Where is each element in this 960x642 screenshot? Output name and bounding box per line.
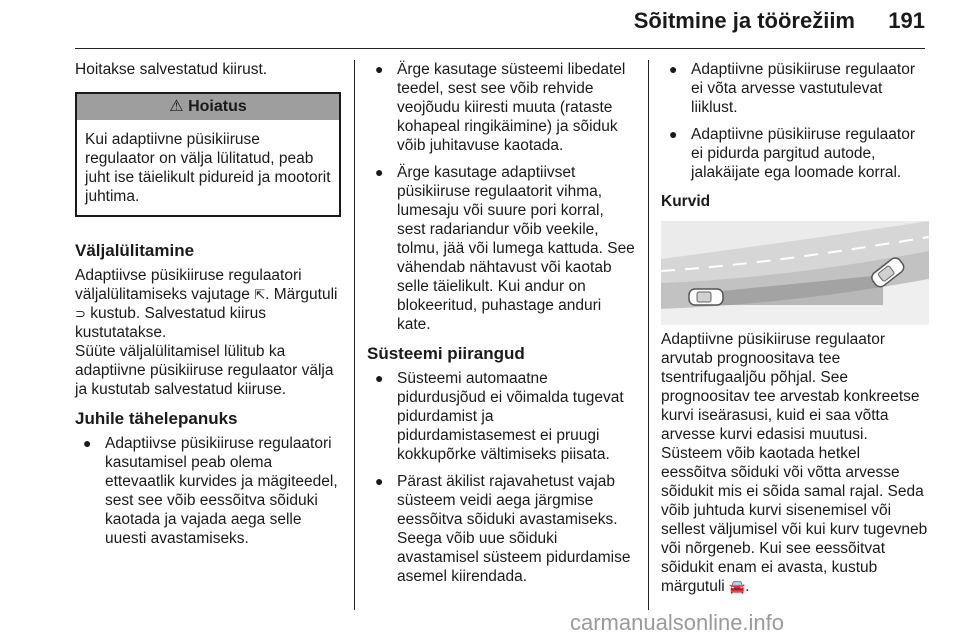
bullet-icon: ●: [375, 61, 384, 77]
bullet-icon: ●: [669, 126, 678, 142]
limits-heading: Süsteemi piirangud: [367, 344, 525, 363]
curve-illustration: [661, 221, 929, 325]
disable-heading: Väljalülitamine: [75, 241, 195, 260]
column-1: [75, 60, 341, 556]
own-car-icon: [689, 289, 723, 305]
disable-paragraph-1: [75, 266, 341, 342]
column-2: [367, 60, 635, 594]
bullet-icon: ●: [669, 61, 678, 77]
disable-paragraph-2: Süüte väljalülitamisel lülitub ka adaptiivne püsikiiruse regulaator välja ja kustutab salvestatud kiiruse.: [75, 343, 334, 398]
list-item: ● Adaptiivne püsikiiruse regulaator ei pidurda pargitud autode, jalakäijate ega loomade korral.: [669, 126, 916, 181]
list-item: ● Ärge kasutage süsteemi libedatel teedel, sest see võib rehvide veojõudu kiiresti muuta (rataste kohapeal ringikäimine) ja sõiduk võib juhitavuse kaotada.: [375, 61, 626, 154]
limits-list: [367, 369, 635, 586]
traffic-list: [661, 60, 929, 182]
curves-heading: Kurvid: [661, 193, 711, 210]
warning-header: [77, 94, 339, 120]
disable-p1-c: kustub. Salvestatud kiirus kustutatakse.: [75, 305, 266, 341]
curves-paragraph: Adaptiivne püsikiiruse regulaator arvutab prognoositava tee tsentrifugaaljõu põhjal. See prognoositav tee arvestab konkreetse kurvi iseärasusi, kuid ei saa võtta arvesse kurvi edasisi muutusi. Süsteem võib kaotada hetkel eessõitva sõiduki või võtta arvesse sõidukit mis ei sõida samal rajal. Seda võib juhtuda kurvi sisenemisel või sellest väljumisel või kui kurv tugevneb või nõrgeneb. Kui see eessõitvat sõidukit enam ei avasta, kustub märgutuli 🚘.: [661, 331, 928, 595]
list-item: ● Adaptiivse püsikiiruse regulaatori kasutamisel peab olema ettevaatlik kurvides ja mägiteedel, sest see võib eessõitva sõiduki kaotada ja vajada aega selle uuesti avastamiseks.: [83, 435, 338, 547]
cruise-button-icon: ⇱: [254, 287, 266, 302]
intro-text: Hoitakse salvestatud kiirust.: [75, 61, 268, 78]
warning-box: [75, 92, 341, 217]
cruise-indicator-icon: ⊃: [75, 306, 86, 321]
bullet-icon: ●: [375, 164, 384, 180]
warning-triangle-icon: ⚠: [169, 98, 184, 115]
list-item: ● Süsteemi automaatne pidurdusjõud ei võimalda tugevat pidurdamist ja pidurdamistasemest ei pruugi kokkupõrke vältimiseks piisata.: [375, 370, 624, 463]
bullet-icon: ●: [83, 435, 92, 451]
page-number: 191: [888, 8, 925, 33]
notes-list: [75, 434, 341, 548]
bullet-icon: ●: [375, 473, 384, 489]
notes-heading: Juhile tähelepanuks: [75, 409, 238, 428]
disable-p1-b: . Märgutuli: [265, 286, 338, 303]
column-3: [661, 60, 929, 596]
page-header: [75, 0, 925, 49]
warning-title: Hoiatus: [188, 98, 247, 115]
list-item: ● Ärge kasutage adaptiivset püsikiiruse regulaatorit vihma, lumesaju või suure pori korral, sest radariandur võib veekile, tolmu, jää või lumega kattuda. See vähendab nähtavust või kaotab selle täielikult. Kui andur on blokeeritud, puhastage anduri kate.: [375, 164, 635, 333]
list-item: ● Adaptiivne püsikiiruse regulaator ei võta arvesse vastutulevat liiklust.: [669, 61, 916, 116]
usage-list: [367, 60, 635, 334]
watermark: carmanualsonline.info: [570, 610, 785, 635]
page-title: Sõitmine ja töörežiim: [633, 8, 855, 33]
column-divider-1: [354, 60, 355, 610]
disable-p1-a: Adaptiivse püsikiiruse regulaatori väljalülitamiseks vajutage: [75, 267, 302, 303]
column-divider-2: [648, 60, 649, 610]
vehicle-indicator-icon: 🚘: [729, 579, 746, 594]
warning-text: Kui adaptiivne püsikiiruse regulaator on välja lülitatud, peab juht ise täielikult pidureid ja mootorit juhtima.: [85, 131, 331, 205]
list-item: ● Pärast äkilist rajavahetust vajab süsteem veidi aega järgmise eessõitva sõiduki avastamiseks. Seega võib uue sõiduki avastamisel süsteem pidurdamise asemel kiirendada.: [375, 473, 631, 585]
bullet-icon: ●: [375, 370, 384, 386]
